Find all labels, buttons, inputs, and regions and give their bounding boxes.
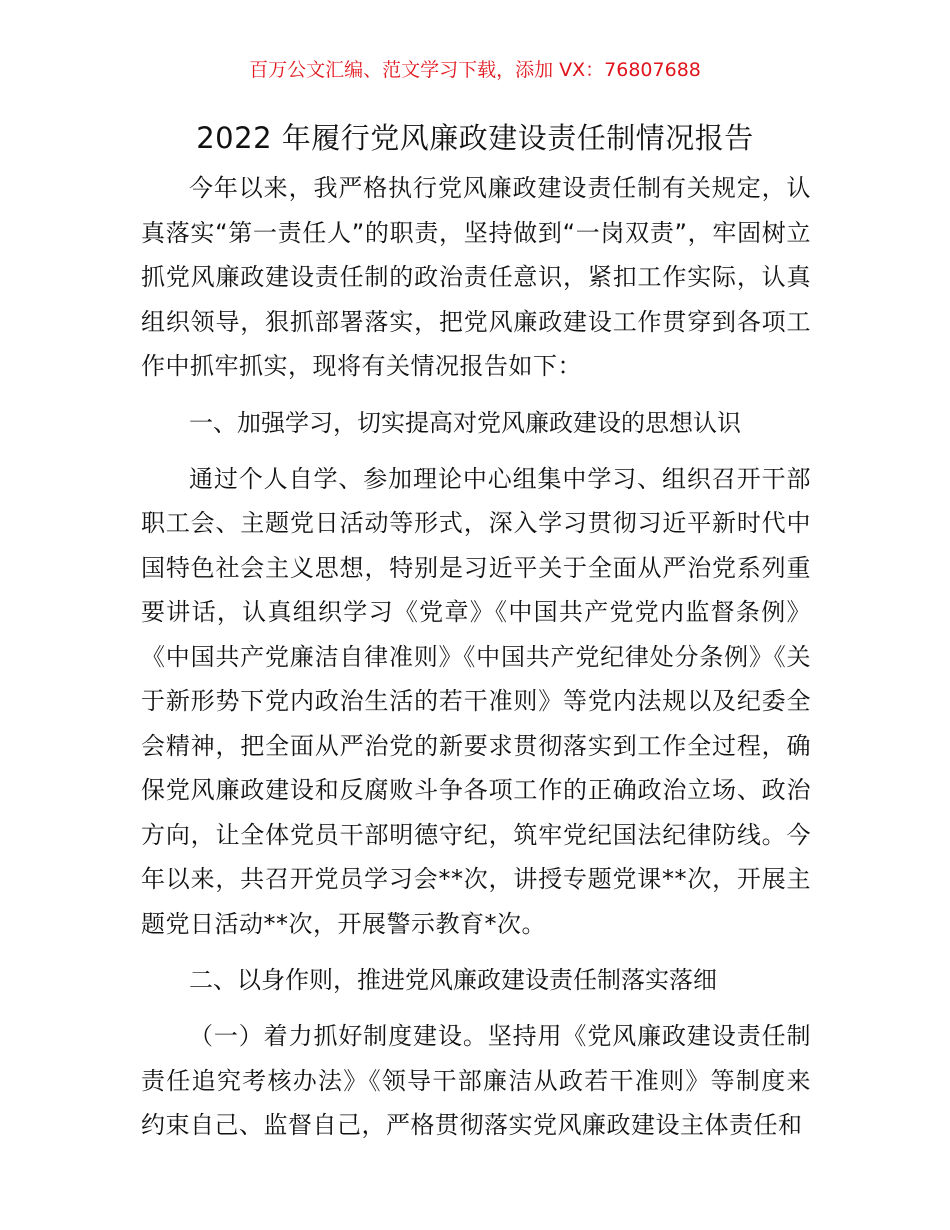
document-title: 2022 年履行党风廉政建设责任制情况报告 [196, 121, 754, 155]
watermark-banner: 百万公文汇编、范文学习下载，添加 VX：76807688 [249, 59, 701, 81]
section-2-subsection-1: （一）着力抓好制度建设。坚持用《党风廉政建设责任制责任追究考核办法》《领导干部廉洁从政若干准则》等制度来约束自己、监督自己，严格贯彻落实党风廉政建设主体责任和 [141, 1022, 811, 1139]
section-2-heading: 二、以身作则，推进党风廉政建设责任制落实落细 [189, 966, 717, 994]
intro-paragraph: 今年以来，我严格执行党风廉政建设责任制有关规定，认真落实“第一责任人”的职责，坚持做到“一岗双责”，牢固树立抓党风廉政建设责任制的政治责任意识，紧扣工作实际，认真组织领导，狠抓部署落实，把党风廉政建设工作贯穿到各项工作中抓牢抓实，现将有关情况报告如下： [141, 174, 811, 380]
document-body [141, 166, 811, 1148]
section-1-heading: 一、加强学习，切实提高对党风廉政建设的思想认识 [189, 408, 741, 437]
section-1-paragraph: 通过个人自学、参加理论中心组集中学习、组织召开干部职工会、主题党日活动等形式，深入学习贯彻习近平新时代中国特色社会主义思想，特别是习近平关于全面从严治党系列重要讲话，认真组织学习《党章》《中国共产党党内监督条例》《中国共产党廉洁自律准则》《中国共产党纪律处分条例》《关于新形势下党内政治生活的若干准则》等党内法规以及纪委全会精神，把全面从严治党的新要求贯彻落实到工作全过程，确保党风廉政建设和反腐败斗争各项工作的正确政治立场、政治方向，让全体党员干部明德守纪，筑牢党纪国法纪律防线。今年以来，共召开党员学习会**次，讲授专题党课**次，开展主题党日活动**次，开展警示教育*次。 [141, 464, 811, 938]
